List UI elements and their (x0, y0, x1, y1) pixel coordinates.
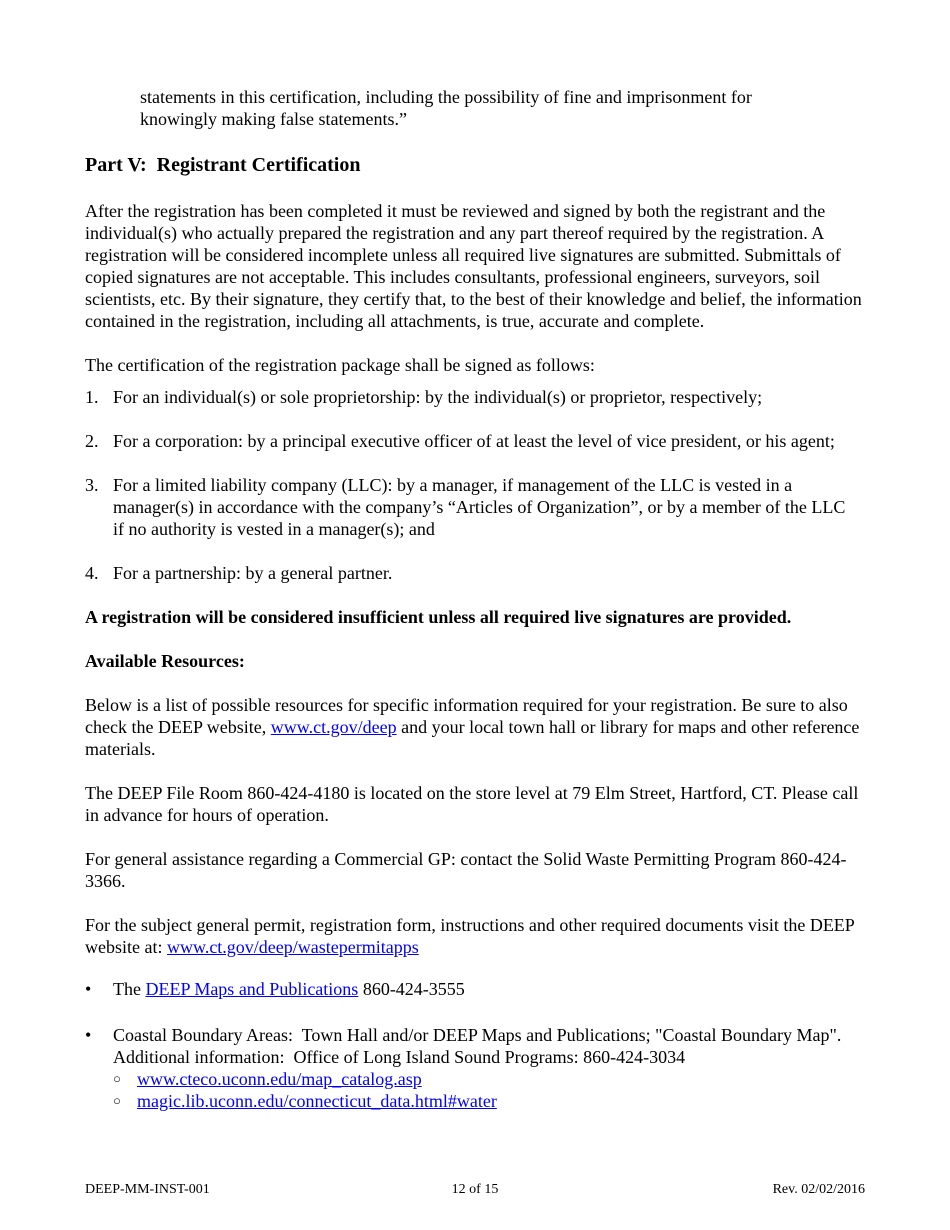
maps-publications-bullet (85, 978, 865, 1000)
wastepermitapps-link[interactable]: www.ct.gov/deep/wastepermitapps (166, 937, 419, 957)
paragraph-text: For the subject general permit, registration form, instructions and other required documents visit the DEEP website at: (85, 915, 859, 957)
deep-maps-publications-link[interactable]: DEEP Maps and Publications (145, 979, 359, 999)
page-footer (85, 1181, 865, 1199)
permit-docs-paragraph (85, 914, 865, 958)
signing-rule-item-2 (85, 430, 865, 452)
bullet-icon: • (85, 1025, 92, 1045)
list-item-number: 1. (85, 387, 99, 407)
footer-page-number: 12 of 15 (451, 1182, 499, 1197)
coastal-sub-item-2 (113, 1090, 848, 1112)
part-v-intro-paragraph: After the registration has been completed it must be reviewed and signed by both the registrant and the individual(s) who actually prepared the registration and any part thereof required by the registration. A registration will be considered incomplete unless all required live signatures are submitted. Submittals of copied signatures are not acceptable. This includes consultants, professional engineers, surveyors, soil scientists, etc. By their signature, they certify that, to the best of their knowledge and belief, the information contained in the registration, including all attachments, is true, accurate and complete. (85, 201, 867, 331)
paragraph-text: Coastal Boundary Areas: Town Hall and/or DEEP Maps and Publications; "Coastal Boundary Map". Additional information: Office of Long Island Sound Programs: 860-424-3034 (113, 1025, 845, 1067)
list-item-text: For a partnership: by a general partner. (113, 563, 393, 583)
certification-quote-continuation: statements in this certification, including the possibility of fine and imprisonment for knowingly making false statements.” (140, 87, 757, 129)
coastal-sub-item-1 (113, 1068, 848, 1090)
file-room-paragraph: The DEEP File Room 860-424-4180 is located on the store level at 79 Elm Street, Hartford, CT. Please call in advance for hours of operation. (85, 783, 863, 825)
resources-intro-paragraph (85, 694, 865, 760)
insufficient-notice: A registration will be considered insufficient unless all required live signatures are provided. (85, 607, 792, 627)
paragraph-text: The (113, 979, 146, 999)
magic-uconn-link[interactable]: magic.lib.uconn.edu/connecticut_data.html#water (137, 1091, 497, 1111)
paragraph-text: Below is a list of possible resources for specific information required for your registration. Be sure to also check the DEEP website, (85, 695, 853, 737)
paragraph-text: 860-424-3555 (358, 979, 465, 999)
footer-revision: Rev. 02/02/2016 (772, 1182, 865, 1197)
list-item-text: For a limited liability company (LLC): by a manager, if management of the LLC is vested in a manager(s) in accordance with the company’s “Articles of Organization”, or by a member of the LLC if no authority is vested in a manager(s); and (113, 475, 850, 539)
general-assistance-paragraph: For general assistance regarding a Commercial GP: contact the Solid Waste Permitting Program 860-424-3366. (85, 849, 847, 891)
coastal-boundary-bullet (85, 1024, 865, 1112)
footer-doc-id: DEEP-MM-INST-001 (85, 1182, 210, 1197)
list-item-number: 4. (85, 563, 99, 583)
signing-rule-item-1 (85, 386, 865, 408)
list-item-number: 3. (85, 475, 99, 495)
circle-bullet-icon: ○ (113, 1071, 121, 1086)
paragraph-text: and your local town hall or library for maps and other reference materials. (85, 717, 864, 759)
resources-bullet-list (85, 978, 865, 1112)
signing-rule-item-4 (85, 562, 865, 584)
list-item-text: For an individual(s) or sole proprietorship: by the individual(s) or proprietor, respectively; (113, 387, 763, 407)
list-item-text: For a corporation: by a principal executive officer of at least the level of vice president, or his agent; (113, 431, 835, 451)
available-resources-heading: Available Resources: (85, 651, 245, 671)
bullet-icon: • (85, 979, 92, 999)
ct-gov-deep-link[interactable]: www.ct.gov/deep (270, 717, 397, 737)
list-item-number: 2. (85, 431, 99, 451)
cteco-map-catalog-link[interactable]: www.cteco.uconn.edu/map_catalog.asp (137, 1069, 422, 1089)
part-v-heading: Part V: Registrant Certification (85, 154, 361, 176)
bullet-text (113, 978, 848, 1000)
circle-bullet-icon: ○ (113, 1093, 121, 1108)
signing-rule-item-3 (85, 474, 865, 540)
signing-rules-list (85, 386, 865, 584)
document-content (85, 86, 865, 1112)
signing-intro-paragraph: The certification of the registration package shall be signed as follows: (85, 355, 595, 375)
bullet-text (113, 1024, 848, 1112)
